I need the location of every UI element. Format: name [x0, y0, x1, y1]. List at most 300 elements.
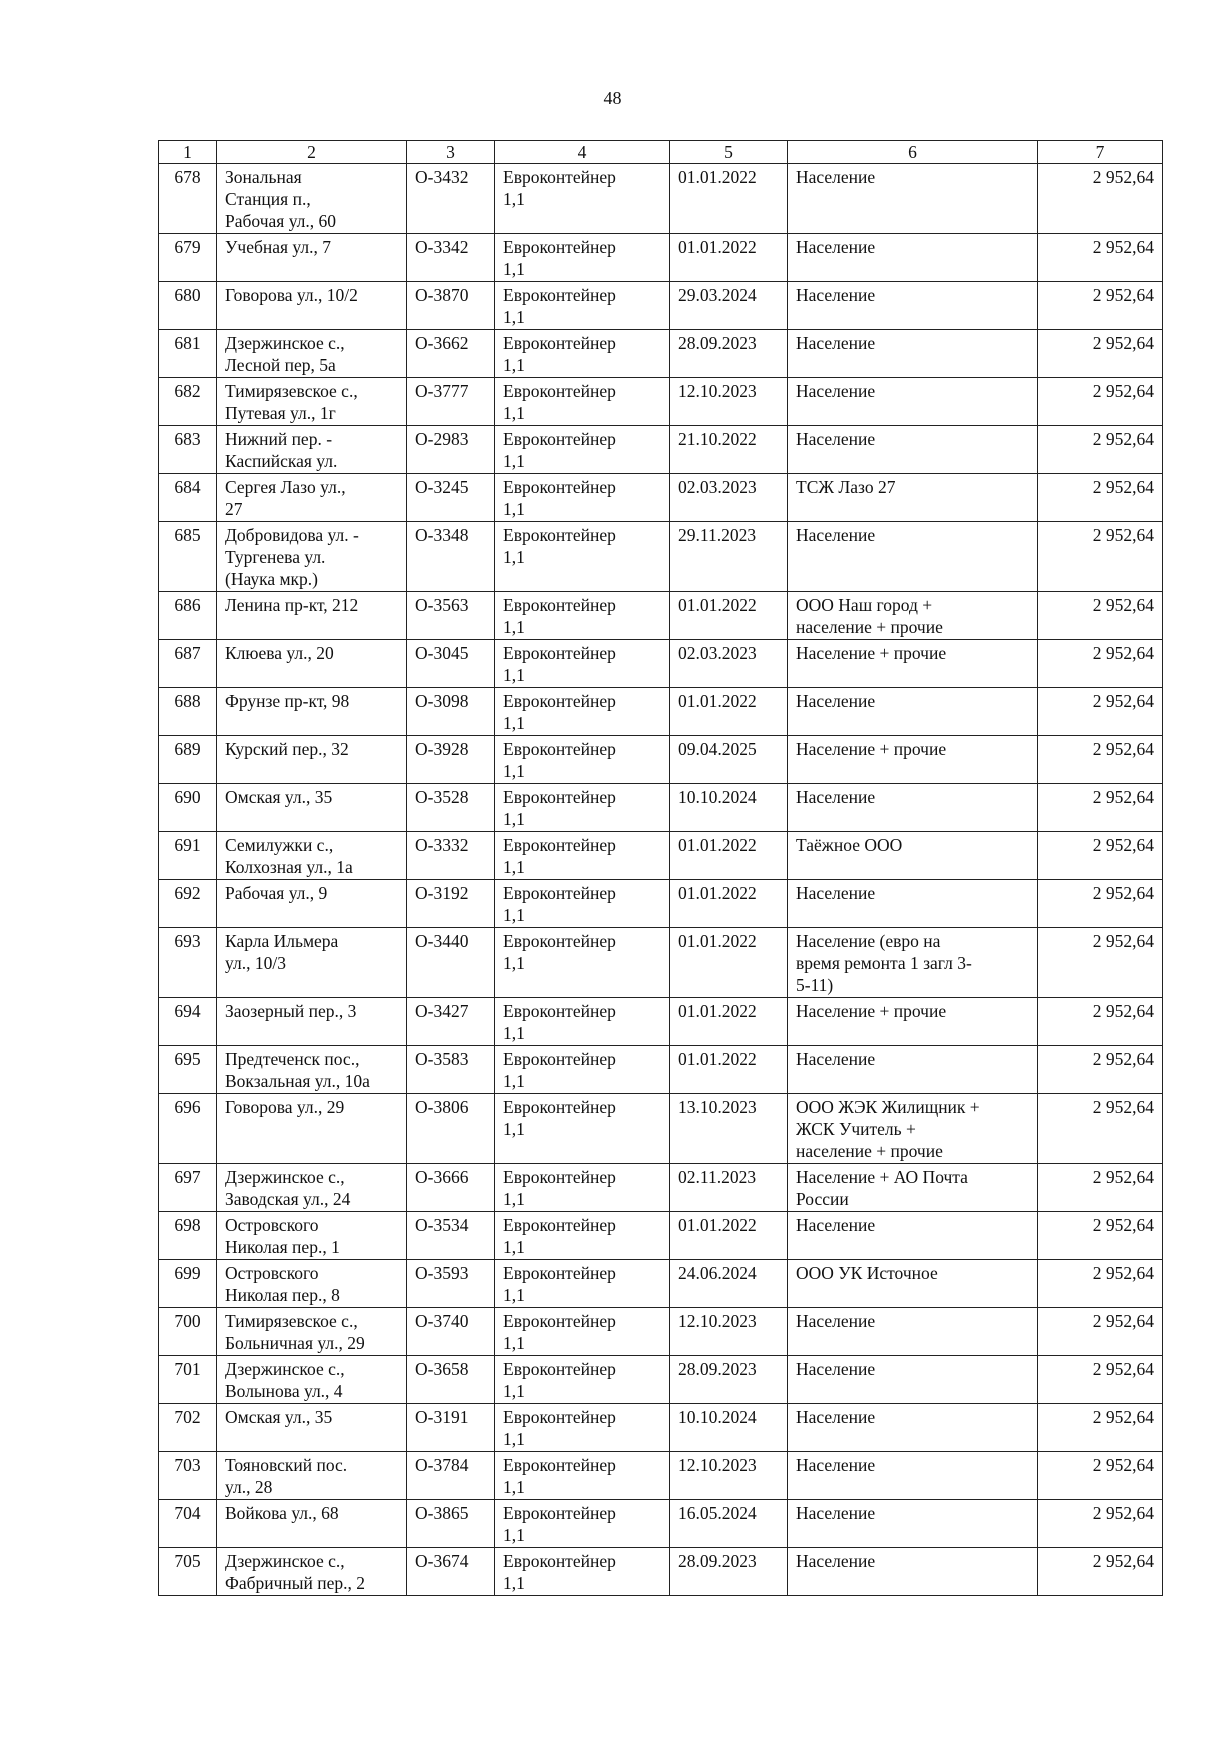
table-row: [159, 330, 1163, 378]
consumer-line: Население: [796, 1359, 876, 1379]
address-cell: [217, 736, 407, 784]
consumer-line: ЖСК Учитель +: [796, 1119, 916, 1139]
consumer-line: Население + АО Почта: [796, 1167, 968, 1187]
address-line: Заводская ул., 24: [225, 1189, 351, 1209]
consumer-cell: [788, 1500, 1038, 1548]
address-line: Лесной пер, 5а: [225, 355, 336, 375]
container-cell: [495, 832, 670, 880]
address-line: Клюева ул., 20: [225, 643, 334, 663]
consumer-line: Население: [796, 1215, 876, 1235]
container-line: Евроконтейнер: [503, 1167, 616, 1187]
date-cell: 02.03.2023: [670, 640, 788, 688]
row-number: 702: [159, 1404, 217, 1452]
container-line: Евроконтейнер: [503, 1215, 616, 1235]
address-cell: [217, 164, 407, 234]
consumer-line: Население: [796, 691, 876, 711]
consumer-line: Население (евро на: [796, 931, 941, 951]
address-line: Ленина пр-кт, 212: [225, 595, 359, 615]
consumer-line: Население: [796, 1049, 876, 1069]
address-line: 27: [225, 499, 243, 519]
container-line: Евроконтейнер: [503, 643, 616, 663]
address-line: ул., 28: [225, 1477, 273, 1497]
container-cell: [495, 1164, 670, 1212]
consumer-cell: [788, 282, 1038, 330]
address-line: Нижний пер. -: [225, 429, 333, 449]
rate-cell: 2 952,64: [1038, 426, 1163, 474]
address-line: Предтеченск пос.,: [225, 1049, 360, 1069]
address-line: Дзержинское с.,: [225, 1551, 345, 1571]
container-cell: [495, 688, 670, 736]
date-cell: 28.09.2023: [670, 330, 788, 378]
column-header: 7: [1038, 141, 1163, 164]
table-row: [159, 282, 1163, 330]
address-line: Рабочая ул., 9: [225, 883, 328, 903]
container-cell: [495, 164, 670, 234]
row-number: 704: [159, 1500, 217, 1548]
address-cell: [217, 784, 407, 832]
container-line: Евроконтейнер: [503, 1097, 616, 1117]
page-number: 48: [603, 88, 622, 108]
container-cell: [495, 234, 670, 282]
object-code: О-3674: [407, 1548, 495, 1596]
row-number: 686: [159, 592, 217, 640]
date-cell: 01.01.2022: [670, 928, 788, 998]
container-cell: [495, 1500, 670, 1548]
consumer-line: население + прочие: [796, 617, 943, 637]
registry-table: [158, 140, 1163, 1596]
rate-cell: 2 952,64: [1038, 282, 1163, 330]
column-header: 4: [495, 141, 670, 164]
consumer-cell: [788, 1260, 1038, 1308]
column-header: 2: [217, 141, 407, 164]
consumer-cell: [788, 736, 1038, 784]
object-code: О-3191: [407, 1404, 495, 1452]
date-cell: 01.01.2022: [670, 880, 788, 928]
consumer-cell: [788, 784, 1038, 832]
row-number: 682: [159, 378, 217, 426]
container-line: 1,1: [503, 451, 525, 471]
address-cell: [217, 928, 407, 998]
consumer-line: Население: [796, 237, 876, 257]
container-cell: [495, 1212, 670, 1260]
object-code: О-3192: [407, 880, 495, 928]
row-number: 691: [159, 832, 217, 880]
rate-cell: 2 952,64: [1038, 234, 1163, 282]
address-line: Говорова ул., 29: [225, 1097, 345, 1117]
table-row: [159, 1308, 1163, 1356]
address-cell: [217, 378, 407, 426]
consumer-cell: [788, 928, 1038, 998]
row-number: 699: [159, 1260, 217, 1308]
container-cell: [495, 1356, 670, 1404]
date-cell: 01.01.2022: [670, 1046, 788, 1094]
table-row: [159, 688, 1163, 736]
table-row: [159, 522, 1163, 592]
address-line: Добровидова ул. -: [225, 525, 359, 545]
consumer-cell: [788, 1094, 1038, 1164]
container-line: Евроконтейнер: [503, 1551, 616, 1571]
consumer-line: население + прочие: [796, 1141, 943, 1161]
address-line: Тояновский пос.: [225, 1455, 348, 1475]
object-code: О-3740: [407, 1308, 495, 1356]
rate-cell: 2 952,64: [1038, 1500, 1163, 1548]
rate-cell: 2 952,64: [1038, 474, 1163, 522]
consumer-cell: [788, 426, 1038, 474]
object-code: О-3440: [407, 928, 495, 998]
object-code: О-3563: [407, 592, 495, 640]
address-line: Сергея Лазо ул.,: [225, 477, 346, 497]
table-row: [159, 474, 1163, 522]
consumer-cell: [788, 1452, 1038, 1500]
container-line: 1,1: [503, 953, 525, 973]
date-cell: 09.04.2025: [670, 736, 788, 784]
container-line: Евроконтейнер: [503, 429, 616, 449]
header-row: [159, 141, 1163, 164]
object-code: О-3432: [407, 164, 495, 234]
address-line: Курский пер., 32: [225, 739, 349, 759]
table-row: [159, 1260, 1163, 1308]
object-code: О-3098: [407, 688, 495, 736]
object-code: О-3662: [407, 330, 495, 378]
consumer-cell: [788, 688, 1038, 736]
column-header: 5: [670, 141, 788, 164]
table-row: [159, 1094, 1163, 1164]
date-cell: 01.01.2022: [670, 592, 788, 640]
row-number: 690: [159, 784, 217, 832]
container-line: 1,1: [503, 355, 525, 375]
consumer-cell: [788, 164, 1038, 234]
address-cell: [217, 640, 407, 688]
table-row: [159, 640, 1163, 688]
container-line: Евроконтейнер: [503, 167, 616, 187]
container-line: Евроконтейнер: [503, 381, 616, 401]
rate-cell: 2 952,64: [1038, 1212, 1163, 1260]
address-cell: [217, 1356, 407, 1404]
address-line: Карла Ильмера: [225, 931, 339, 951]
object-code: О-3534: [407, 1212, 495, 1260]
address-line: Каспийская ул.: [225, 451, 338, 471]
address-cell: [217, 426, 407, 474]
container-line: Евроконтейнер: [503, 1455, 616, 1475]
container-line: 1,1: [503, 1429, 525, 1449]
container-line: 1,1: [503, 713, 525, 733]
object-code: О-3865: [407, 1500, 495, 1548]
container-line: 1,1: [503, 1381, 525, 1401]
rate-cell: 2 952,64: [1038, 330, 1163, 378]
consumer-cell: [788, 1356, 1038, 1404]
row-number: 703: [159, 1452, 217, 1500]
consumer-cell: [788, 998, 1038, 1046]
table-row: [159, 426, 1163, 474]
container-cell: [495, 736, 670, 784]
row-number: 697: [159, 1164, 217, 1212]
row-number: 678: [159, 164, 217, 234]
date-cell: 01.01.2022: [670, 1212, 788, 1260]
row-number: 696: [159, 1094, 217, 1164]
date-cell: 13.10.2023: [670, 1094, 788, 1164]
object-code: О-3777: [407, 378, 495, 426]
container-cell: [495, 474, 670, 522]
row-number: 681: [159, 330, 217, 378]
address-line: Тимирязевское с.,: [225, 381, 358, 401]
container-line: Евроконтейнер: [503, 525, 616, 545]
container-line: Евроконтейнер: [503, 1503, 616, 1523]
rate-cell: 2 952,64: [1038, 592, 1163, 640]
address-line: Омская ул., 35: [225, 787, 333, 807]
consumer-line: Население + прочие: [796, 643, 947, 663]
container-line: Евроконтейнер: [503, 931, 616, 951]
container-line: 1,1: [503, 1189, 525, 1209]
address-line: Дзержинское с.,: [225, 333, 345, 353]
container-cell: [495, 592, 670, 640]
container-line: Евроконтейнер: [503, 1049, 616, 1069]
row-number: 698: [159, 1212, 217, 1260]
container-line: 1,1: [503, 905, 525, 925]
container-cell: [495, 928, 670, 998]
address-cell: [217, 234, 407, 282]
container-line: 1,1: [503, 1071, 525, 1091]
container-line: 1,1: [503, 403, 525, 423]
rate-cell: 2 952,64: [1038, 1404, 1163, 1452]
container-line: 1,1: [503, 189, 525, 209]
container-line: Евроконтейнер: [503, 477, 616, 497]
row-number: 679: [159, 234, 217, 282]
address-line: Николая пер., 8: [225, 1285, 340, 1305]
date-cell: 10.10.2024: [670, 1404, 788, 1452]
container-line: Евроконтейнер: [503, 1001, 616, 1021]
consumer-cell: [788, 378, 1038, 426]
container-line: 1,1: [503, 1525, 525, 1545]
rate-cell: 2 952,64: [1038, 784, 1163, 832]
address-line: Говорова ул., 10/2: [225, 285, 358, 305]
consumer-line: Население: [796, 285, 876, 305]
table-row: [159, 1164, 1163, 1212]
date-cell: 01.01.2022: [670, 234, 788, 282]
date-cell: 12.10.2023: [670, 1308, 788, 1356]
object-code: О-3528: [407, 784, 495, 832]
date-cell: 01.01.2022: [670, 998, 788, 1046]
container-line: 1,1: [503, 1477, 525, 1497]
date-cell: 10.10.2024: [670, 784, 788, 832]
container-cell: [495, 1260, 670, 1308]
address-line: Тургенева ул.: [225, 547, 326, 567]
consumer-line: ООО УК Источное: [796, 1263, 938, 1283]
rate-cell: 2 952,64: [1038, 1094, 1163, 1164]
rate-cell: 2 952,64: [1038, 1308, 1163, 1356]
row-number: 694: [159, 998, 217, 1046]
consumer-cell: [788, 1308, 1038, 1356]
consumer-line: Население: [796, 381, 876, 401]
address-line: Дзержинское с.,: [225, 1359, 345, 1379]
consumer-line: ООО Наш город +: [796, 595, 933, 615]
container-line: Евроконтейнер: [503, 1311, 616, 1331]
rate-cell: 2 952,64: [1038, 688, 1163, 736]
object-code: О-3806: [407, 1094, 495, 1164]
row-number: 680: [159, 282, 217, 330]
date-cell: 24.06.2024: [670, 1260, 788, 1308]
container-line: 1,1: [503, 547, 525, 567]
object-code: О-3348: [407, 522, 495, 592]
address-cell: [217, 832, 407, 880]
container-line: Евроконтейнер: [503, 595, 616, 615]
container-line: Евроконтейнер: [503, 691, 616, 711]
row-number: 693: [159, 928, 217, 998]
consumer-line: Население + прочие: [796, 1001, 947, 1021]
container-line: 1,1: [503, 617, 525, 637]
object-code: О-3593: [407, 1260, 495, 1308]
address-line: Зональная: [225, 167, 302, 187]
address-cell: [217, 1548, 407, 1596]
table-row: [159, 832, 1163, 880]
container-line: 1,1: [503, 665, 525, 685]
container-cell: [495, 1452, 670, 1500]
consumer-cell: [788, 330, 1038, 378]
address-line: Тимирязевское с.,: [225, 1311, 358, 1331]
table-row: [159, 1548, 1163, 1596]
table-row: [159, 784, 1163, 832]
table-row: [159, 164, 1163, 234]
consumer-line: Население: [796, 429, 876, 449]
consumer-line: Население: [796, 1407, 876, 1427]
address-line: Войкова ул., 68: [225, 1503, 339, 1523]
address-cell: [217, 1046, 407, 1094]
consumer-line: Население: [796, 525, 876, 545]
address-line: Фабричный пер., 2: [225, 1573, 366, 1593]
container-cell: [495, 998, 670, 1046]
date-cell: 02.03.2023: [670, 474, 788, 522]
rate-cell: 2 952,64: [1038, 378, 1163, 426]
consumer-line: Таёжное ООО: [796, 835, 903, 855]
container-cell: [495, 330, 670, 378]
date-cell: 28.09.2023: [670, 1548, 788, 1596]
address-cell: [217, 1260, 407, 1308]
object-code: О-2983: [407, 426, 495, 474]
consumer-cell: [788, 1212, 1038, 1260]
column-header: 6: [788, 141, 1038, 164]
container-line: 1,1: [503, 1285, 525, 1305]
consumer-line: России: [796, 1189, 849, 1209]
rate-cell: 2 952,64: [1038, 832, 1163, 880]
object-code: О-3666: [407, 1164, 495, 1212]
container-line: Евроконтейнер: [503, 739, 616, 759]
table-row: [159, 928, 1163, 998]
container-line: 1,1: [503, 1573, 525, 1593]
container-line: Евроконтейнер: [503, 285, 616, 305]
address-line: Николая пер., 1: [225, 1237, 340, 1257]
date-cell: 29.11.2023: [670, 522, 788, 592]
rate-cell: 2 952,64: [1038, 1356, 1163, 1404]
date-cell: 16.05.2024: [670, 1500, 788, 1548]
address-cell: [217, 880, 407, 928]
container-cell: [495, 426, 670, 474]
container-cell: [495, 378, 670, 426]
address-line: Рабочая ул., 60: [225, 211, 337, 231]
container-line: 1,1: [503, 307, 525, 327]
container-line: 1,1: [503, 761, 525, 781]
container-cell: [495, 282, 670, 330]
object-code: О-3928: [407, 736, 495, 784]
consumer-line: время ремонта 1 загл 3-: [796, 953, 972, 973]
container-cell: [495, 1548, 670, 1596]
consumer-cell: [788, 1404, 1038, 1452]
rate-cell: 2 952,64: [1038, 522, 1163, 592]
address-cell: [217, 1212, 407, 1260]
rate-cell: 2 952,64: [1038, 880, 1163, 928]
address-line: Дзержинское с.,: [225, 1167, 345, 1187]
address-cell: [217, 1094, 407, 1164]
address-cell: [217, 1164, 407, 1212]
container-cell: [495, 1404, 670, 1452]
object-code: О-3332: [407, 832, 495, 880]
address-cell: [217, 688, 407, 736]
container-line: 1,1: [503, 259, 525, 279]
address-line: ул., 10/3: [225, 953, 286, 973]
consumer-cell: [788, 640, 1038, 688]
container-line: Евроконтейнер: [503, 1407, 616, 1427]
date-cell: 12.10.2023: [670, 1452, 788, 1500]
consumer-line: Население: [796, 1551, 876, 1571]
container-line: Евроконтейнер: [503, 787, 616, 807]
consumer-line: Население: [796, 883, 876, 903]
consumer-cell: [788, 1046, 1038, 1094]
container-cell: [495, 640, 670, 688]
consumer-line: ТСЖ Лазо 27: [796, 477, 896, 497]
address-cell: [217, 592, 407, 640]
container-line: 1,1: [503, 1237, 525, 1257]
address-cell: [217, 1308, 407, 1356]
container-line: Евроконтейнер: [503, 835, 616, 855]
table-row: [159, 1046, 1163, 1094]
consumer-line: Население: [796, 1503, 876, 1523]
object-code: О-3784: [407, 1452, 495, 1500]
rate-cell: 2 952,64: [1038, 1452, 1163, 1500]
object-code: О-3427: [407, 998, 495, 1046]
table-row: [159, 1212, 1163, 1260]
container-cell: [495, 880, 670, 928]
container-cell: [495, 784, 670, 832]
address-line: Станция п.,: [225, 189, 311, 209]
date-cell: 29.03.2024: [670, 282, 788, 330]
address-line: Колхозная ул., 1а: [225, 857, 353, 877]
table-row: [159, 736, 1163, 784]
consumer-cell: [788, 1548, 1038, 1596]
address-line: Омская ул., 35: [225, 1407, 333, 1427]
container-line: 1,1: [503, 499, 525, 519]
address-line: Учебная ул., 7: [225, 237, 332, 257]
rate-cell: 2 952,64: [1038, 640, 1163, 688]
consumer-line: Население: [796, 1311, 876, 1331]
row-number: 701: [159, 1356, 217, 1404]
rate-cell: 2 952,64: [1038, 164, 1163, 234]
consumer-line: 5-11): [796, 975, 834, 995]
table-body: [159, 164, 1163, 1596]
table-row: [159, 880, 1163, 928]
address-cell: [217, 474, 407, 522]
address-line: Островского: [225, 1263, 319, 1283]
row-number: 685: [159, 522, 217, 592]
row-number: 689: [159, 736, 217, 784]
consumer-line: Население: [796, 787, 876, 807]
table-row: [159, 1500, 1163, 1548]
address-cell: [217, 522, 407, 592]
container-line: Евроконтейнер: [503, 333, 616, 353]
container-line: Евроконтейнер: [503, 237, 616, 257]
consumer-line: Население: [796, 333, 876, 353]
address-line: Больничная ул., 29: [225, 1333, 365, 1353]
rate-cell: 2 952,64: [1038, 1164, 1163, 1212]
table-row: [159, 1404, 1163, 1452]
address-cell: [217, 282, 407, 330]
